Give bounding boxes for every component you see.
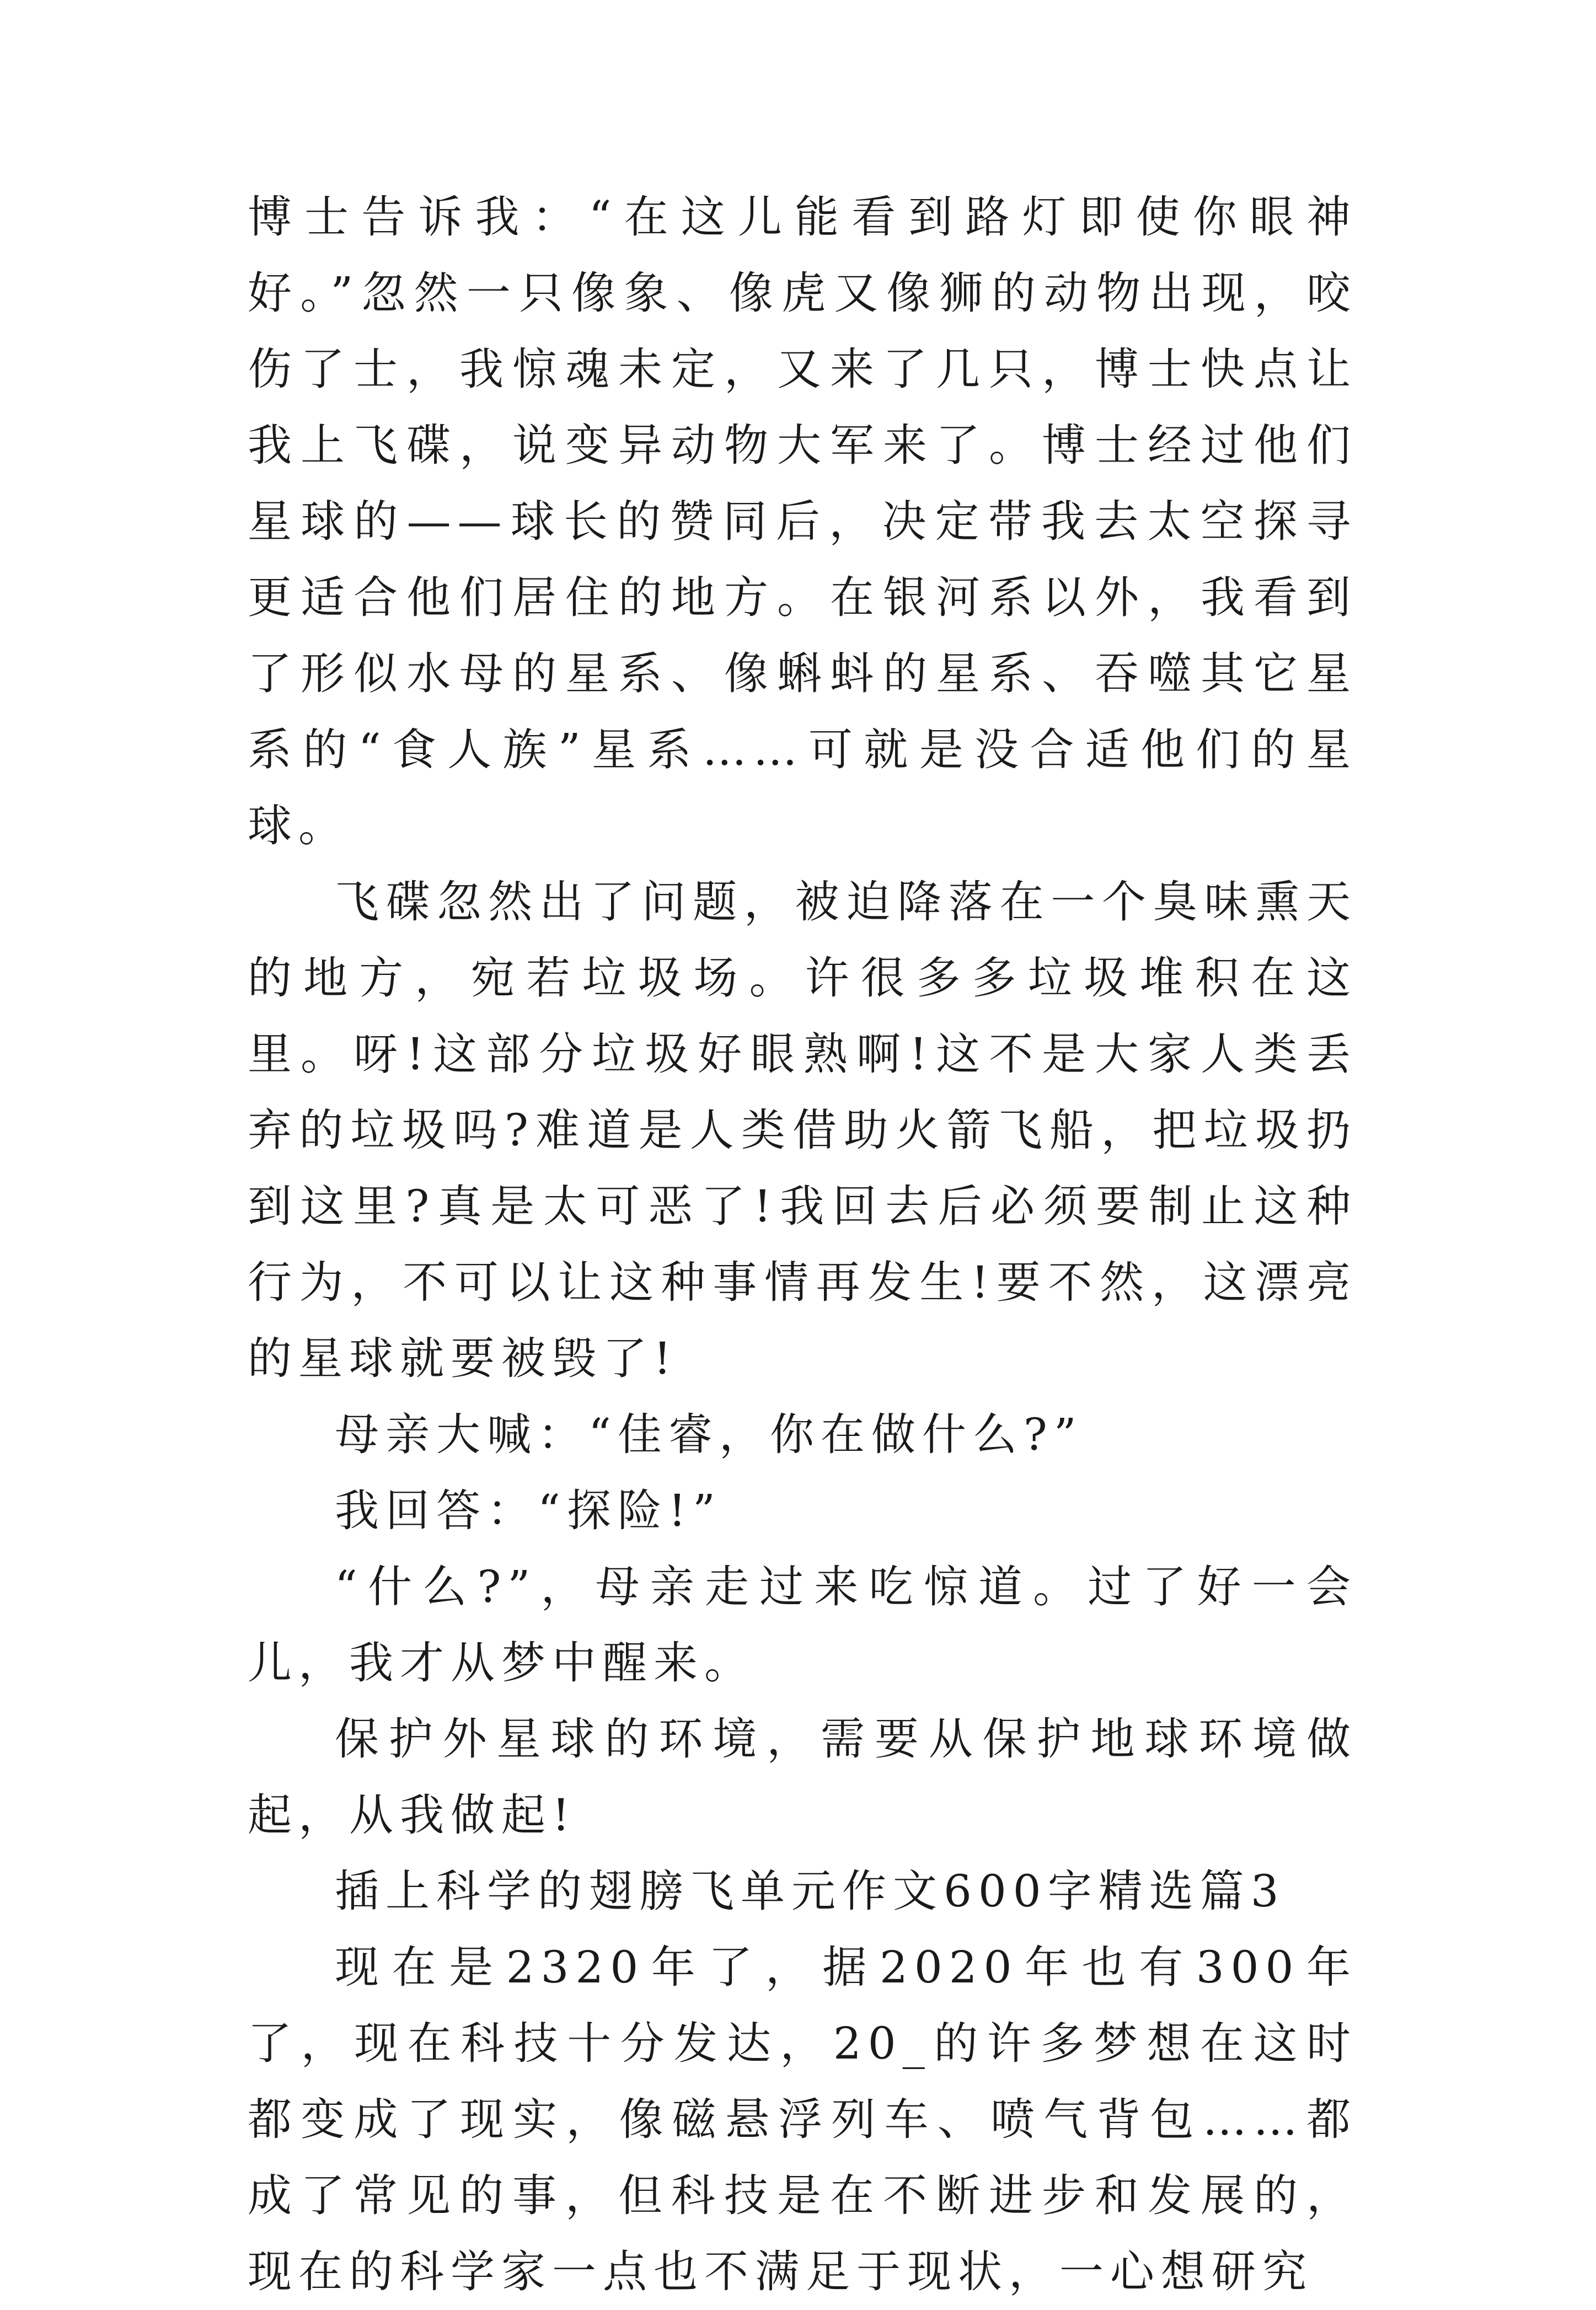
paragraph-2: 飞碟忽然出了问题，被迫降落在一个臭味熏天的地方，宛若垃圾场。许很多多垃圾堆积在这里。呀!这部分垃圾好眼熟啊!这不是大家人类丢弃的垃圾吗?难道是人类借助火箭飞船，把垃圾扔到这里?真是太可恶了!我回去后必须要制止这种行为，不可以让这种事情再发生!要不然，这漂亮的星球就要被毁了! (248, 876, 1357, 1384)
paragraph-7: 现在是2320年了，据2020年也有300年了，现在科技十分发达，20_的许多梦想在这时都变成了现实，像磁悬浮列车、喷气背包……都成了常见的事，但科技是在不断进步和发展的，现在的科学家一点也不满足于现状，一心想研究 (248, 1942, 1357, 2297)
paragraph-3: 母亲大喊：“佳睿，你在做什么?” (335, 1409, 1083, 1460)
document-body (248, 179, 1357, 2310)
paragraph-1: 博士告诉我：“在这儿能看到路灯即使你眼神好。”忽然一只像象、像虎又像狮的动物出现，咬伤了士，我惊魂未定，又来了几只，博士快点让我上飞碟，说变异动物大军来了。博士经过他们星球的——球长的赞同后，决定带我去太空探寻更适合他们居住的地方。在银河系以外，我看到了形似水母的星系、像蝌蚪的星系、吞噬其它星系的“食人族”星系……可就是没合适他们的星球。 (248, 191, 1357, 851)
paragraph-5: “什么?”，母亲走过来吃惊道。过了好一会儿，我才从梦中醒来。 (248, 1561, 1357, 1689)
section-heading: 插上科学的翅膀飞单元作文600字精选篇3 (335, 1866, 1286, 1917)
paragraph-4: 我回答：“探险!” (335, 1485, 722, 1536)
paragraph-6: 保护外星球的环境，需要从保护地球环境做起，从我做起! (248, 1713, 1357, 1841)
